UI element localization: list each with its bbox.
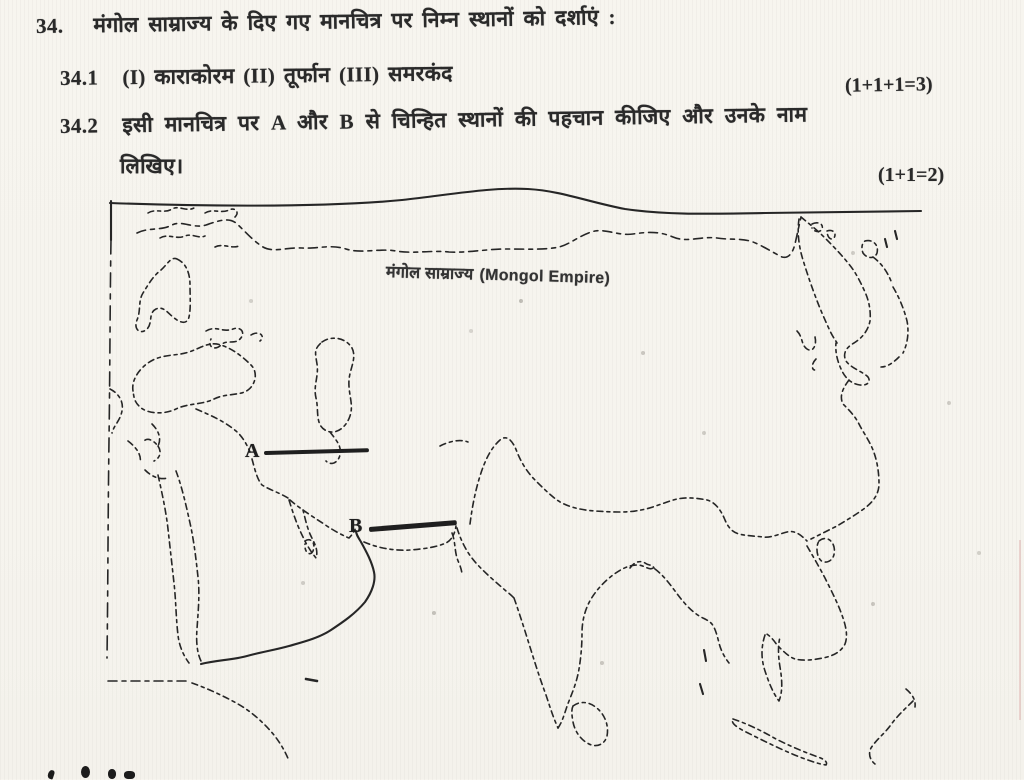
sub-question-1-text: (I) काराकोरम (II) तूर्फान (III) समरकंद [122,61,453,90]
india-outline [514,562,706,746]
sub-question-1-number: 34.1 [59,65,99,90]
north-asia-coastline [137,208,801,258]
west-asia-seas [133,258,468,463]
scan-noise-speckles [0,0,2,2]
himalaya-and-south-china-line [470,438,807,541]
mediterranean-levant-coast [110,389,250,479]
cutoff-text-fragment [108,769,116,779]
scan-edge-artifact [1019,540,1021,720]
cutoff-text-fragment [47,769,55,779]
sub-question-2-marks: (1+1=2) [878,164,945,186]
sub-question-2-number: 34.2 [59,113,99,138]
map-frame [107,189,921,658]
sub-question-2-text: इसी मानचित्र पर A और B से चिन्हित स्थानों की पहचान कीजिए और उनके नाम [122,102,808,138]
question-line-main [36,3,616,40]
marker-a-label: A [245,440,260,462]
question-number: 34. [35,13,64,38]
question-text: मंगोल साम्राज्य के दिए गए मानचित्र पर निम्न स्थानों को दर्शाएं : [93,4,617,38]
question-line-sub1 [60,59,453,92]
question-line-sub2 [60,100,808,140]
sub-question-1-marks: (1+1+1=3) [844,73,933,97]
cutoff-text-fragment [124,771,135,779]
map-title-hindi: मंगोल साम्राज्य [385,264,474,284]
east-asia-outline [797,217,879,539]
japan-outline [862,231,908,367]
map-title [386,260,611,288]
marker-a-line [264,448,369,455]
cutoff-text-fragment [81,766,90,778]
iran-makran-coast [364,526,514,598]
southeast-asia-outline [655,539,915,765]
arabia-red-sea-coast [108,471,375,761]
marker-b-label: B [349,515,363,537]
marker-b-line [369,520,457,531]
question-line-sub2-continued: लिखिए। [120,154,184,178]
map-title-english: (Mongol Empire) [479,266,611,288]
persian-gulf-coast [252,459,356,558]
